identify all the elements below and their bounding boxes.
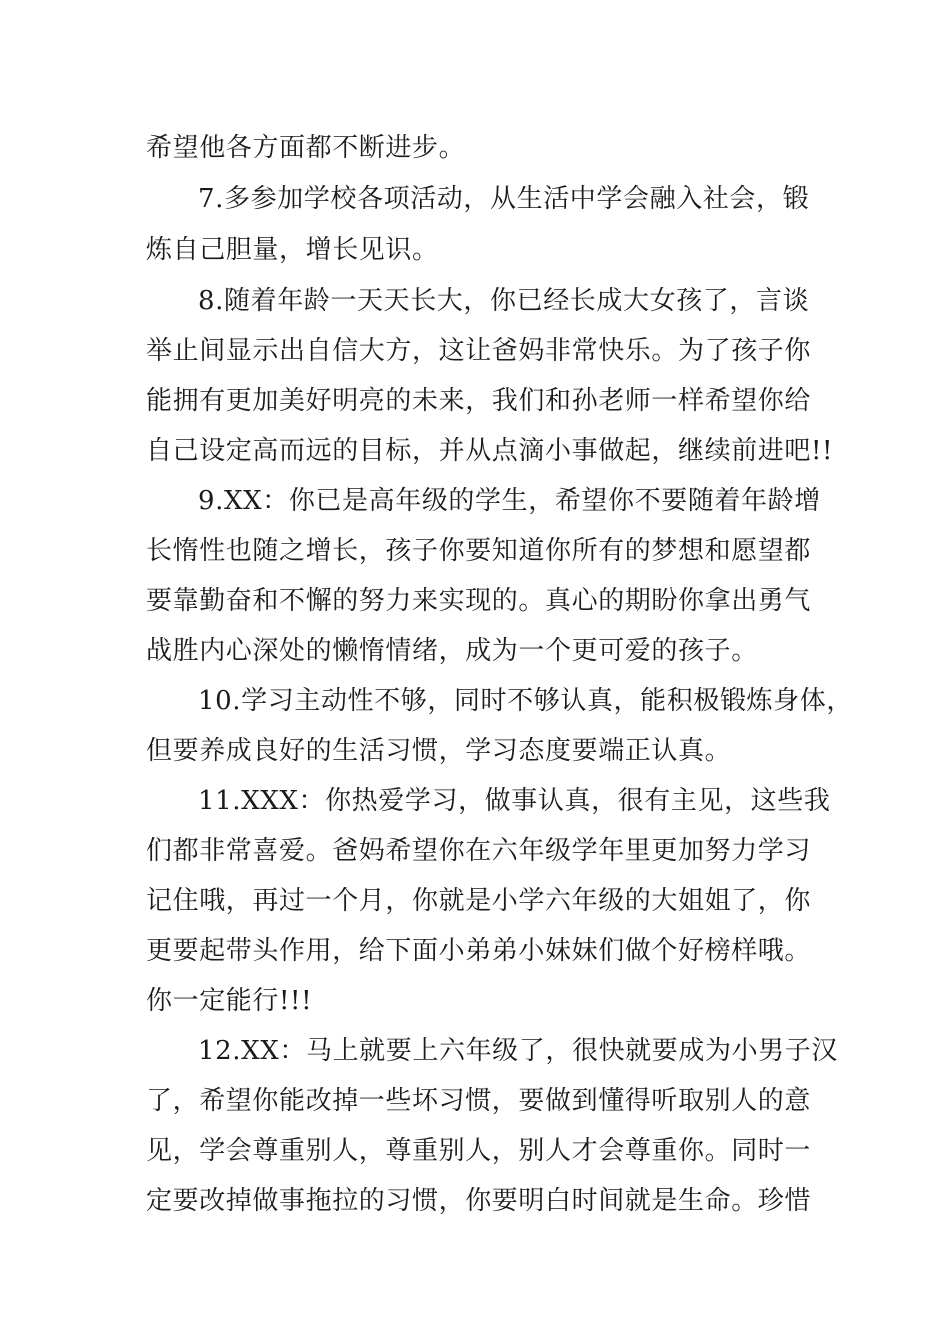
text-line: 但要养成良好的生活习惯，学习态度要端正认真。 bbox=[146, 736, 732, 766]
text-line: 希望他各方面都不断进步。 bbox=[146, 133, 466, 163]
text-line: 定要改掉做事拖拉的习惯，你要明白时间就是生命。珍惜 bbox=[146, 1186, 812, 1216]
text-line: 了，希望你能改掉一些坏习惯，要做到懂得听取别人的意 bbox=[146, 1086, 812, 1116]
text-line: 自己设定高而远的目标，并从点滴小事做起，继续前进吧!! bbox=[146, 436, 834, 466]
text-line: 记住哦，再过一个月，你就是小学六年级的大姐姐了，你 bbox=[146, 886, 812, 916]
text-line: 战胜内心深处的懒惰情绪，成为一个更可爱的孩子。 bbox=[146, 636, 758, 666]
text-line: 能拥有更加美好明亮的未来，我们和孙老师一样希望你给 bbox=[146, 386, 812, 416]
text-line: 12.XX：马上就要上六年级了，很快就要成为小男子汉 bbox=[198, 1036, 838, 1066]
text-line: 见，学会尊重别人，尊重别人，别人才会尊重你。同时一 bbox=[146, 1136, 812, 1166]
text-line: 10.学习主动性不够，同时不够认真，能积极锻炼身体， bbox=[198, 686, 853, 716]
text-line: 7.多参加学校各项活动，从生活中学会融入社会，锻 bbox=[198, 184, 810, 214]
text-line: 要靠勤奋和不懈的努力来实现的。真心的期盼你拿出勇气 bbox=[146, 586, 812, 616]
text-line: 们都非常喜爱。爸妈希望你在六年级学年里更加努力学习 bbox=[146, 836, 812, 866]
text-line: 8.随着年龄一天天长大，你已经长成大女孩了，言谈 bbox=[198, 286, 810, 316]
text-line: 11.XXX：你热爱学习，做事认真，很有主见，这些我 bbox=[198, 786, 831, 816]
text-line: 你一定能行!!! bbox=[146, 986, 313, 1016]
text-line: 长惰性也随之增长，孩子你要知道你所有的梦想和愿望都 bbox=[146, 536, 812, 566]
text-line: 更要起带头作用，给下面小弟弟小妹妹们做个好榜样哦。 bbox=[146, 936, 812, 966]
text-line: 炼自己胆量，增长见识。 bbox=[146, 235, 439, 265]
text-line: 举止间显示出自信大方，这让爸妈非常快乐。为了孩子你 bbox=[146, 336, 812, 366]
text-line: 9.XX：你已是高年级的学生，希望你不要随着年龄增 bbox=[198, 486, 821, 516]
